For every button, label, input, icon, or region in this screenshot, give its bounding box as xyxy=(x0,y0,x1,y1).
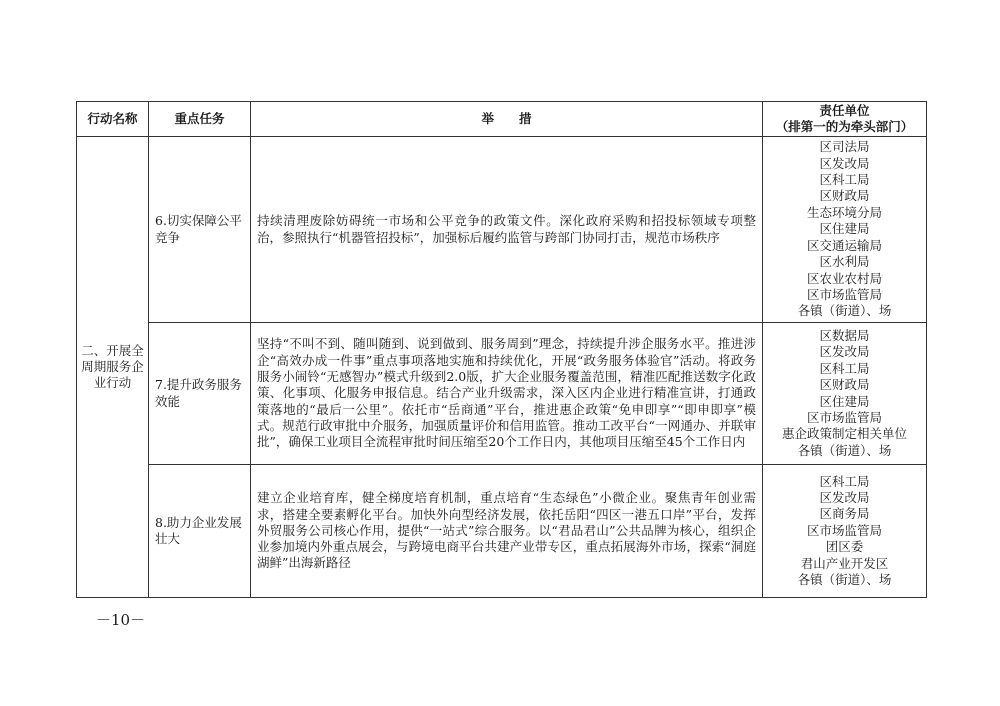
unit: 区科工局 xyxy=(819,473,870,489)
page-number: －10－ xyxy=(96,611,146,629)
responsibility-table xyxy=(76,101,927,598)
task-cell: 8.助力企业发展壮大 xyxy=(149,465,251,598)
unit: 惠企政策制定相关单位 xyxy=(781,426,907,442)
units-cell xyxy=(763,137,927,323)
table-header-row xyxy=(77,102,927,137)
unit: 区水利局 xyxy=(819,254,870,270)
table-row xyxy=(77,137,927,323)
unit: 区市场监管局 xyxy=(806,409,882,425)
measures-cell: 持续清理废除妨碍统一市场和公平竞争的政策文件。深化政府采购和招投标领域专项整治，参照执行“机器管招投标”，加强标后履约监管与跨部门协同打击，规范市场秩序 xyxy=(251,137,763,323)
unit: 君山产业开发区 xyxy=(800,555,889,571)
table-row xyxy=(77,323,927,465)
unit: 区数据局 xyxy=(819,327,870,343)
units-cell xyxy=(763,465,927,598)
unit: 区财政局 xyxy=(819,377,870,393)
unit: 各镇（街道）、场 xyxy=(797,572,892,588)
unit: 区财政局 xyxy=(819,188,870,204)
units-cell xyxy=(763,323,927,465)
unit: 区司法局 xyxy=(819,139,870,155)
unit: 区商务局 xyxy=(819,506,870,522)
unit: 区农业农村局 xyxy=(806,270,882,286)
unit: 区发改局 xyxy=(819,155,870,171)
unit: 区发改局 xyxy=(819,489,870,505)
header-measures: 举 措 xyxy=(251,102,763,137)
unit: 区住建局 xyxy=(819,221,870,237)
task-cell: 7.提升政务服务效能 xyxy=(149,323,251,465)
unit: 区交通运输局 xyxy=(806,237,882,253)
unit: 区科工局 xyxy=(819,172,870,188)
unit: 区住建局 xyxy=(819,393,870,409)
unit: 各镇（街道）、场 xyxy=(797,303,892,319)
unit: 团区委 xyxy=(825,539,864,555)
unit: 区科工局 xyxy=(819,360,870,376)
unit: 生态环境分局 xyxy=(806,204,882,220)
task-cell: 6.切实保障公平竞争 xyxy=(149,137,251,323)
table-row xyxy=(77,465,927,598)
measures-cell: 建立企业培育库，健全梯度培育机制，重点培育“生态绿色”小微企业。聚焦青年创业需求，搭建全要素孵化平台。加快外向型经济发展，依托岳阳“四区一港五口岸”平台，发挥外贸服务公司核心作用，提供“一站式”综合服务。以“君品君山”公共品牌为核心，组织企业参加境内外重点展会，与跨境电商平台共建产业带专区，重点拓展海外市场，探索“洞庭湖鲜”出海新路径 xyxy=(251,465,763,598)
header-units xyxy=(763,102,927,137)
unit: 区市场监管局 xyxy=(806,522,882,538)
header-units-note: （排第一的为牵头部门） xyxy=(775,119,914,134)
unit: 区市场监管局 xyxy=(806,286,882,302)
action-name: 二、开展全周期服务企业行动 xyxy=(77,137,149,598)
unit: 各镇（街道）、场 xyxy=(797,442,892,458)
header-units-title: 责任单位 xyxy=(819,102,870,118)
unit: 区发改局 xyxy=(819,344,870,360)
header-task: 重点任务 xyxy=(149,102,251,137)
measures-cell: 坚持“不叫不到、随叫随到、说到做到、服务周到”理念，持续提升涉企服务水平。推进涉企“高效办成一件事”重点事项落地实施和持续优化，开展“政务服务体验官”活动。将政务服务小闹铃“无感智办”模式升级到2.0版，扩大企业服务覆盖范围，精准匹配推送数字化政策、化事项、化服务申报信息。结合产业升级需求，深入区内企业进行精准宣讲，打通政策落地的“最后一公里”。依托市“岳商通”平台，推进惠企政策“免申即享”“即申即享”模式。规范行政审批中介服务，加强质量评价和信用监管。推动工改平台“一网通办、并联审批”，确保工业项目全流程审批时间压缩至20个工作日内，其他项目压缩至45个工作日内 xyxy=(251,323,763,465)
header-action: 行动名称 xyxy=(77,102,149,137)
